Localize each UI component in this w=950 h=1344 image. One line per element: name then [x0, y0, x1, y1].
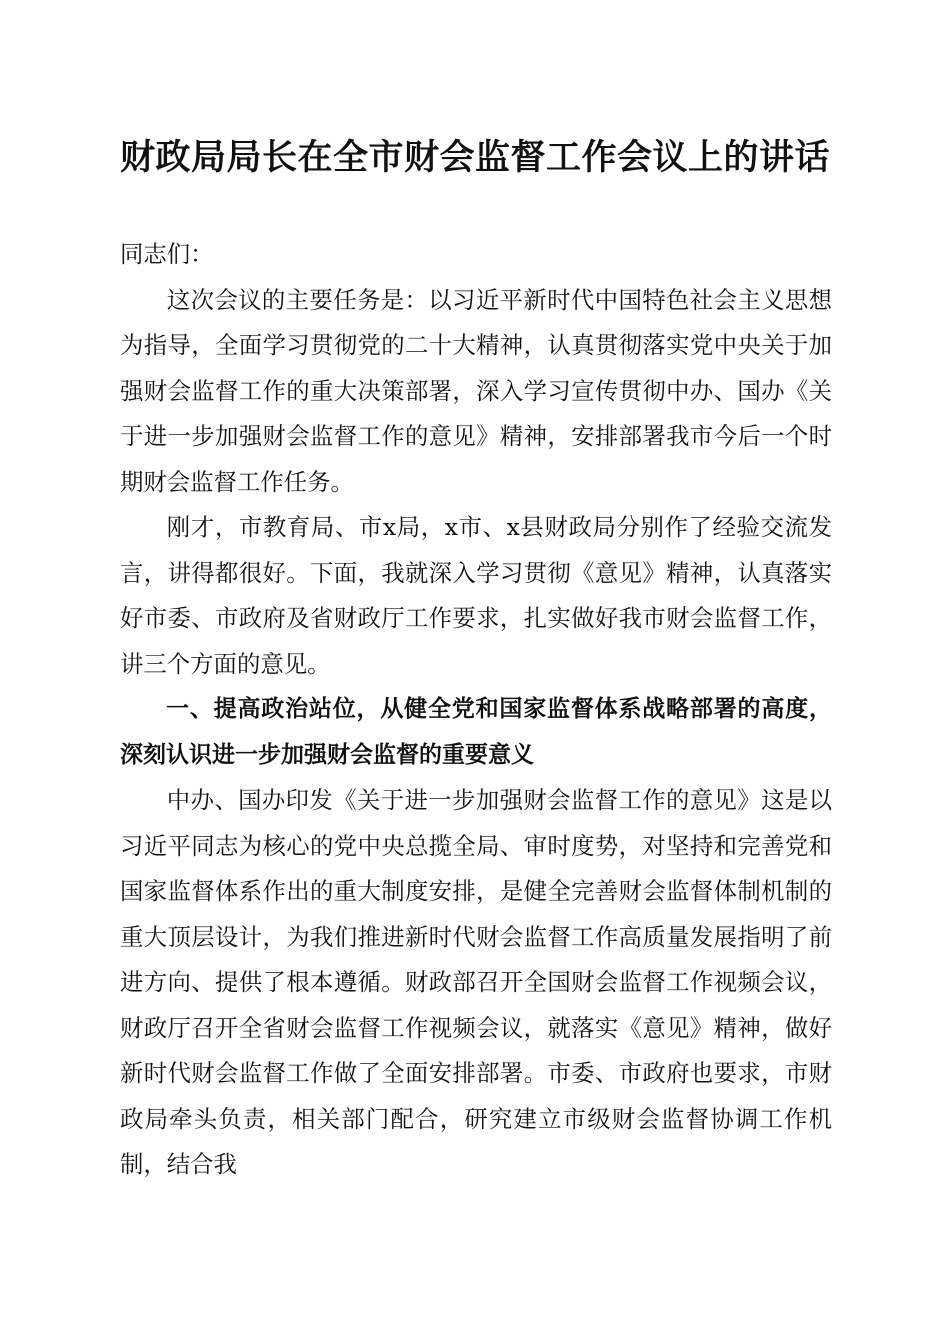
document-body — [120, 232, 832, 1188]
salutation: 同志们： — [120, 240, 214, 268]
paragraph-exchange-speeches: 刚才，市教育局、市x局，x市、x县财政局分别作了经验交流发言，讲得都很好。下面，我就深入学习贯彻《意见》精神，认真落实好市委、市政府及省财政厅工作要求，扎实做好我市财会监督工作，讲三个方面的意见。 — [120, 513, 832, 678]
paragraph-meeting-task: 这次会议的主要任务是：以习近平新时代中国特色社会主义思想为指导，全面学习贯彻党的二十大精神，认真贯彻落实党中央关于加强财会监督工作的重大决策部署，深入学习宣传贯彻中办、国办《关于进一步加强财会监督工作的意见》精神，安排部署我市今后一个时期财会监督工作任务。 — [120, 285, 832, 496]
document-title: 财政局局长在全市财会监督工作会议上的讲话 — [119, 137, 830, 178]
section-1-paragraph: 中办、国办印发《关于进一步加强财会监督工作的意见》这是以习近平同志为核心的党中央总揽全局、审时度势，对坚持和完善党和国家监督体系作出的重大制度安排，是健全完善财会监督体制机制的重大顶层设计，为我们推进新时代财会监督工作高质量发展指明了前进方向、提供了根本遵循。财政部召开全国财会监督工作视频会议，财政厅召开全省财会监督工作视频会议，就落实《意见》精神，做好新时代财会监督工作做了全面安排部署。市委、市政府也要求，市财政局牵头负责，相关部门配合，研究建立市级财会监督协调工作机制，结合我 — [120, 786, 832, 1178]
section-heading-1: 一、提高政治站位，从健全党和国家监督体系战略部署的高度，深刻认识进一步加强财会监督的重要意义 — [120, 696, 832, 768]
